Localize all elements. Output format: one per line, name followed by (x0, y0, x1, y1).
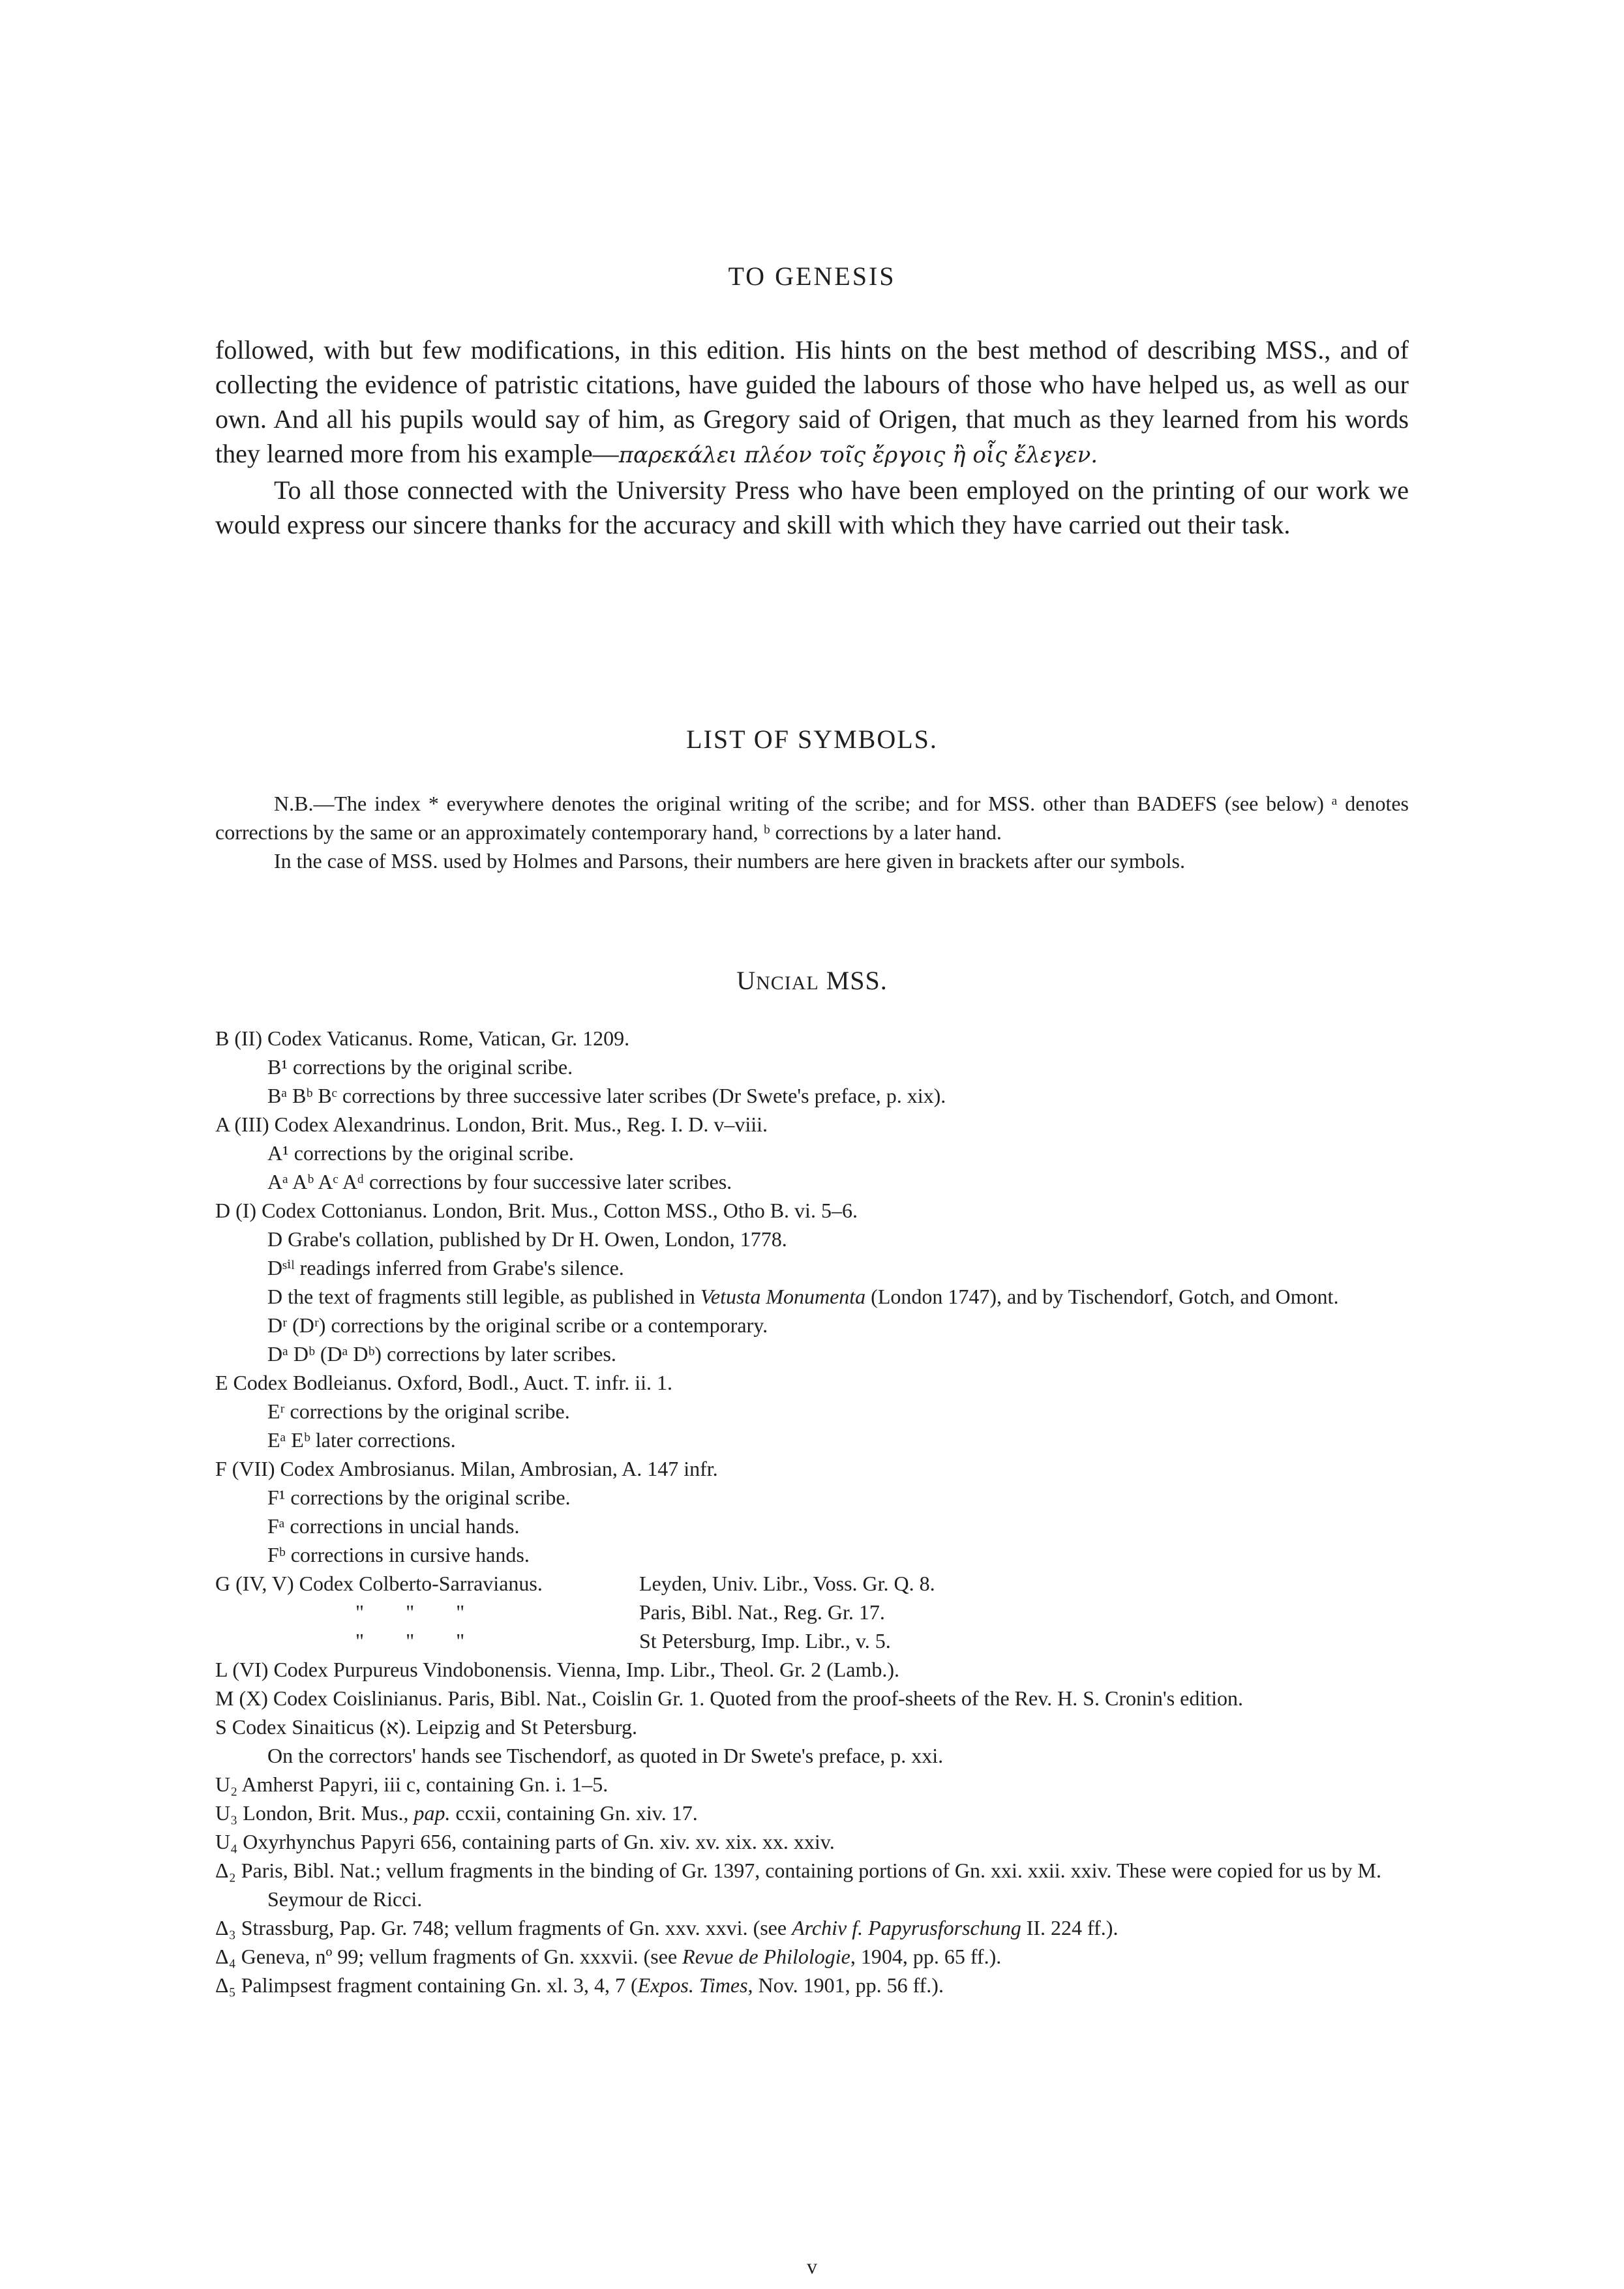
entry-g-location-1: Leyden, Univ. Libr., Voss. Gr. Q. 8. (639, 1572, 935, 1595)
entry-d-sub-3-text-b: (London 1747), and by Tischendorf, Gotch, and Omont. (865, 1285, 1339, 1308)
entry-f-sub-2: Fᵃ corrections in uncial hands. (267, 1514, 520, 1538)
entry-delta-4 (215, 1942, 1409, 1971)
entry-m: M (X) Codex Coislinianus. Paris, Bibl. Nat., Coislin Gr. 1. Quoted from the proof-sheets of the Rev. H. S. Cronin's edition. (215, 1686, 1244, 1710)
entry-delta-3 (215, 1913, 1409, 1942)
nota-bene-paragraph-1: N.B.—The index * everywhere denotes the original writing of the scribe; and for MSS. other than BADEFS (see below) ᵃ denotes corrections by the same or an approximately contemporary hand, ᵇ corrections by a later hand. (215, 792, 1409, 844)
entry-delta-2: Δ₂ Paris, Bibl. Nat.; vellum fragments in the binding of Gr. 1397, containing portions of Gn. xxi. xxii. xxiv. These were copied for us by M. Seymour de Ricci. (215, 1859, 1381, 1911)
entry-delta-5-text-b: , Nov. 1901, pp. 56 ff.). (747, 1973, 944, 1997)
preface-paragraph-1 (215, 333, 1409, 473)
running-head: TO GENESIS (728, 262, 896, 291)
entry-delta-4-text-a: Δ₄ Geneva, nº 99; vellum fragments of Gn. xxxvii. (see (215, 1945, 683, 1968)
entry-g-row-2 (215, 1598, 1409, 1626)
entry-d-sub-3-text-a: D the text of fragments still legible, as published in (267, 1285, 700, 1308)
entry-u3-abbrev: pap. (414, 1801, 451, 1825)
uncial-heading-tail: MSS. (819, 966, 888, 995)
entry-l: L (VI) Codex Purpureus Vindobonensis. Vienna, Imp. Libr., Theol. Gr. 2 (Lamb.). (215, 1658, 900, 1681)
preface-paragraph-2: To all those connected with the University Press who have been employed on the printing of our work we would express our sincere thanks for the accuracy and skill with which they have carried out their task. (215, 475, 1409, 539)
entry-d-sub-4: Dʳ (Dʳ) corrections by the original scribe or a contemporary. (267, 1313, 768, 1337)
entry-d-sub-3-title: Vetusta Monumenta (700, 1285, 866, 1308)
entry-e-sub-2: Eᵃ Eᵇ later corrections. (267, 1428, 456, 1452)
ditto-marks: " " " (355, 1600, 465, 1624)
entry-u3-text-a: U₃ London, Brit. Mus., (215, 1801, 414, 1825)
entry-d-sub-5: Dᵃ Dᵇ (Dᵃ Dᵇ) corrections by later scribes. (267, 1342, 616, 1366)
list-of-symbols-title: LIST OF SYMBOLS. (686, 725, 938, 754)
entry-delta-5-journal: Expos. Times (637, 1973, 748, 1997)
entry-d-sub-3 (215, 1282, 1409, 1311)
greek-quotation: παρεκάλει πλέον τοῖς ἔργοις ἢ οἷς ἔλεγεν. (618, 442, 1098, 468)
entry-b-sub-2: Bᵃ Bᵇ Bᶜ corrections by three successive later scribes (Dr Swete's preface, p. xix). (267, 1084, 946, 1107)
manuscript-list (215, 1024, 1409, 1999)
entry-f-sub-1: F¹ corrections by the original scribe. (267, 1486, 571, 1509)
entry-e: E Codex Bodleianus. Oxford, Bodl., Auct. T. infr. ii. 1. (215, 1371, 672, 1394)
entry-g-row-3 (215, 1626, 1409, 1655)
entry-e-sub-1: Eʳ corrections by the original scribe. (267, 1399, 570, 1423)
ditto-marks: " " " (355, 1629, 465, 1653)
entry-delta-3-journal: Archiv f. Papyrusforschung (792, 1916, 1021, 1939)
entry-delta-4-text-b: , 1904, pp. 65 ff.). (850, 1945, 1002, 1968)
entry-d: D (I) Codex Cottonianus. London, Brit. Mus., Cotton MSS., Otho B. vi. 5–6. (215, 1199, 858, 1222)
entry-s: S Codex Sinaiticus (א). Leipzig and St Petersburg. (215, 1715, 637, 1739)
entry-d-sub-1: D Grabe's collation, published by Dr H. Owen, London, 1778. (267, 1227, 787, 1251)
entry-g-row-1 (215, 1569, 1409, 1598)
page-number: v (807, 2254, 817, 2278)
entry-b-sub-1: B¹ corrections by the original scribe. (267, 1055, 573, 1079)
entry-a-sub-1: A¹ corrections by the original scribe. (267, 1141, 574, 1165)
entry-f: F (VII) Codex Ambrosianus. Milan, Ambrosian, A. 147 infr. (215, 1457, 718, 1480)
nota-bene (215, 789, 1409, 875)
entry-delta-3-text-b: II. 224 ff.). (1021, 1916, 1119, 1939)
preface-text (215, 333, 1409, 542)
entry-u4: U₄ Oxyrhynchus Papyri 656, containing parts of Gn. xiv. xv. xix. xx. xxiv. (215, 1830, 835, 1853)
entry-g: G (IV, V) Codex Colberto-Sarravianus. (215, 1572, 543, 1595)
entry-delta-4-journal: Revue de Philologie (682, 1945, 850, 1968)
entry-delta-3-text-a: Δ₃ Strassburg, Pap. Gr. 748; vellum fragments of Gn. xxv. xxvi. (see (215, 1916, 792, 1939)
nota-bene-paragraph-2: In the case of MSS. used by Holmes and Parsons, their numbers are here given in brackets after our symbols. (274, 849, 1185, 873)
uncial-heading-initial: U (736, 966, 757, 995)
entry-d-sub-2: Dˢⁱˡ readings inferred from Grabe's silence. (267, 1256, 624, 1279)
entry-u2: U₂ Amherst Papyri, iii c, containing Gn. i. 1–5. (215, 1773, 609, 1796)
entry-f-sub-3: Fᵇ corrections in cursive hands. (267, 1543, 530, 1566)
entry-a-sub-2: Aᵃ Aᵇ Aᶜ Aᵈ corrections by four successive later scribes. (267, 1170, 732, 1193)
entry-s-sub-1: On the correctors' hands see Tischendorf, as quoted in Dr Swete's preface, p. xxi. (267, 1744, 944, 1767)
entry-b: B (II) Codex Vaticanus. Rome, Vatican, Gr. 1209. (215, 1026, 630, 1050)
uncial-heading-smallcaps: NCIAL (756, 972, 819, 994)
entry-u3 (215, 1799, 1409, 1827)
entry-g-location-3: St Petersburg, Imp. Libr., v. 5. (639, 1629, 891, 1653)
entry-delta-5 (215, 1971, 1409, 1999)
entry-delta-5-text-a: Δ₅ Palimpsest fragment containing Gn. xl. 3, 4, 7 ( (215, 1973, 638, 1997)
uncial-mss-heading (215, 965, 1409, 999)
entry-g-location-2: Paris, Bibl. Nat., Reg. Gr. 17. (639, 1600, 885, 1624)
entry-a: A (III) Codex Alexandrinus. London, Brit. Mus., Reg. I. D. v–viii. (215, 1113, 768, 1136)
preface-paragraph-1-text: followed, with but few modifications, in this edition. His hints on the best method of describing MSS., and of collecting the evidence of patristic citations, have guided the labours of those who have helped us, as well as our own. And all his pupils would say of him, as Gregory said of Origen, that much as they learned from his words they learned more from his example— (215, 335, 1409, 468)
entry-u3-text-b: ccxii, containing Gn. xiv. 17. (450, 1801, 698, 1825)
